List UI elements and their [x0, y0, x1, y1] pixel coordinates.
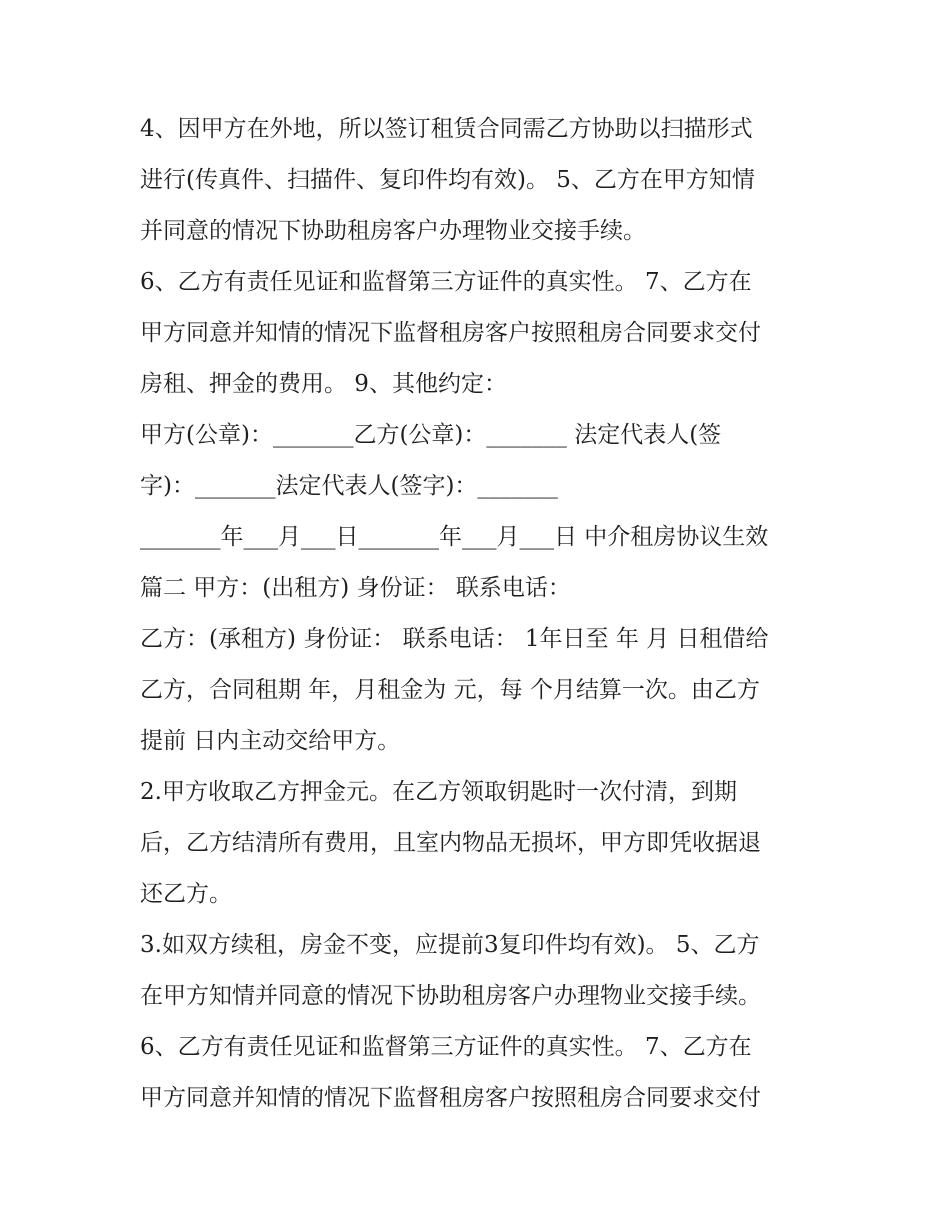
text-line: 6、乙方有责任见证和监督第三方证件的真实性。 7、乙方在: [140, 269, 752, 295]
text-line: 并同意的情况下协助租房客户办理物业交接手续。: [140, 218, 646, 244]
text-line: 在甲方知情并同意的情况下协助租房客户办理物业交接手续。: [140, 983, 761, 1009]
text-line: 还乙方。: [140, 881, 232, 907]
text-line: 2.甲方收取乙方押金元。在乙方领取钥匙时一次付清，到期: [140, 779, 737, 805]
text-line: 甲方同意并知情的情况下监督租房客户按照租房合同要求交付: [140, 320, 761, 346]
text-line: 乙方，合同租期 年，月租金为 元，每 个月结算一次。由乙方: [140, 677, 760, 703]
text-line: 房租、押金的费用。 9、其他约定：: [140, 371, 507, 397]
text-line: 3.如双方续租，房金不变，应提前3复印件均有效)。 5、乙方: [140, 932, 760, 958]
text-line: 4、因甲方在外地，所以签订租赁合同需乙方协助以扫描形式: [140, 116, 753, 142]
document-body: [140, 104, 820, 1124]
text-line: 提前 日内主动交给甲方。: [140, 728, 401, 754]
text-line: 后，乙方结清所有费用，且室内物品无损坏，甲方即凭收据退: [140, 830, 761, 856]
text-line: 甲方(公章)：_______乙方(公章)：_______ 法定代表人(签: [140, 422, 722, 448]
text-line: 字)：_______法定代表人(签字)：_______: [140, 473, 558, 499]
text-line: _______年___月___日_______年___月___日 中介租房协议生效: [140, 524, 769, 550]
text-line: 篇二 甲方：(出租方) 身份证： 联系电话：: [140, 575, 571, 601]
text-line: 乙方：(承租方) 身份证： 联系电话： 1年日至 年 月 日租借给: [140, 626, 769, 652]
text-line: 6、乙方有责任见证和监督第三方证件的真实性。 7、乙方在: [140, 1034, 752, 1060]
text-line: 甲方同意并知情的情况下监督租房客户按照租房合同要求交付: [140, 1085, 761, 1111]
text-line: 进行(传真件、扫描件、复印件均有效)。 5、乙方在甲方知情: [140, 167, 755, 193]
